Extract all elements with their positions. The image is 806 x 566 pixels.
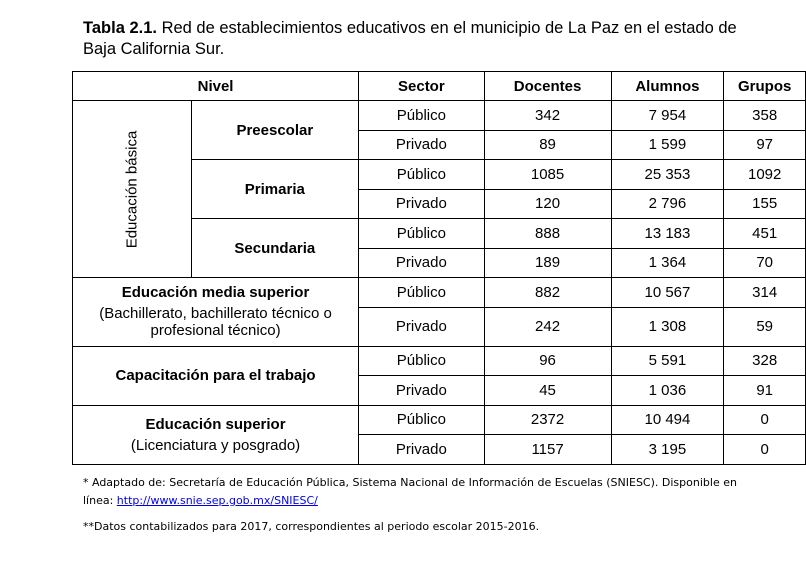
cell-grupos: 155: [724, 189, 806, 219]
table-row: [73, 278, 806, 308]
header-grupos: Grupos: [724, 72, 806, 101]
cell-sector: Privado: [359, 307, 485, 346]
level-secundaria: Secundaria: [191, 219, 359, 278]
header-docentes: Docentes: [484, 72, 611, 101]
cell-docentes: 342: [484, 101, 611, 131]
source-link[interactable]: http://www.snie.sep.gob.mx/SNIESC/: [116, 494, 318, 507]
cell-sector: Público: [359, 278, 485, 308]
cell-sector: Privado: [359, 376, 485, 406]
cell-alumnos: 3 195: [611, 435, 724, 465]
cell-sector: Privado: [359, 435, 485, 465]
source-note-text: * Adaptado de: Secretaría de Educación Pública, Sistema Nacional de Información de Escuelas (SNIESC). Disponible en línea:: [83, 476, 737, 507]
cell-docentes: 2372: [484, 405, 611, 435]
group-basica-label: Educación básica: [123, 130, 141, 248]
cell-alumnos: 1 036: [611, 376, 724, 406]
cell-alumnos: 13 183: [611, 219, 724, 249]
level-primaria: Primaria: [191, 160, 359, 219]
header-sector: Sector: [359, 72, 485, 101]
level-preescolar: Preescolar: [191, 101, 359, 160]
data-table: [72, 71, 806, 465]
level-media-superior: [73, 278, 359, 347]
cell-docentes: 96: [484, 346, 611, 376]
table-row: [73, 405, 806, 435]
cell-sector: Público: [359, 405, 485, 435]
table-row: [73, 346, 806, 376]
level-superior: [73, 405, 359, 464]
level-superior-label: Educación superior: [145, 415, 286, 433]
group-basica: [73, 101, 192, 278]
header-nivel: Nivel: [73, 72, 359, 101]
cell-alumnos: 1 364: [611, 248, 724, 278]
level-superior-sub: (Licenciatura y posgrado): [130, 436, 301, 454]
cell-alumnos: 25 353: [611, 160, 724, 190]
cell-docentes: 45: [484, 376, 611, 406]
level-capacitacion: Capacitación para el trabajo: [73, 346, 359, 405]
cell-sector: Público: [359, 346, 485, 376]
cell-docentes: 1157: [484, 435, 611, 465]
cell-alumnos: 2 796: [611, 189, 724, 219]
cell-sector: Privado: [359, 189, 485, 219]
cell-sector: Privado: [359, 248, 485, 278]
caption-text: Red de establecimientos educativos en el municipio de La Paz en el estado de Baja California Sur.: [83, 19, 737, 58]
cell-grupos: 0: [724, 405, 806, 435]
level-media-sub: (Bachillerato, bachillerato técnico o profesional técnico): [99, 305, 332, 340]
header-alumnos: Alumnos: [611, 72, 724, 101]
caption-label: Tabla 2.1.: [83, 19, 157, 37]
table-row: [73, 101, 806, 131]
cell-grupos: 70: [724, 248, 806, 278]
level-media-label: Educación media superior: [121, 284, 310, 302]
cell-grupos: 1092: [724, 160, 806, 190]
data-note: **Datos contabilizados para 2017, correspondientes al periodo escolar 2015-2016.: [83, 520, 540, 533]
cell-sector: Privado: [359, 130, 485, 160]
cell-docentes: 120: [484, 189, 611, 219]
header-row: [73, 72, 806, 101]
cell-grupos: 59: [724, 307, 806, 346]
cell-sector: Público: [359, 160, 485, 190]
cell-alumnos: 5 591: [611, 346, 724, 376]
cell-docentes: 882: [484, 278, 611, 308]
cell-docentes: 242: [484, 307, 611, 346]
cell-grupos: 97: [724, 130, 806, 160]
cell-docentes: 189: [484, 248, 611, 278]
cell-docentes: 1085: [484, 160, 611, 190]
cell-docentes: 888: [484, 219, 611, 249]
cell-docentes: 89: [484, 130, 611, 160]
cell-grupos: 91: [724, 376, 806, 406]
cell-grupos: 451: [724, 219, 806, 249]
cell-sector: Público: [359, 219, 485, 249]
cell-grupos: 328: [724, 346, 806, 376]
cell-grupos: 314: [724, 278, 806, 308]
table-caption: [83, 18, 763, 60]
cell-alumnos: 10 494: [611, 405, 724, 435]
cell-alumnos: 7 954: [611, 101, 724, 131]
cell-grupos: 358: [724, 101, 806, 131]
cell-grupos: 0: [724, 435, 806, 465]
cell-alumnos: 1 599: [611, 130, 724, 160]
cell-alumnos: 10 567: [611, 278, 724, 308]
source-note: [83, 474, 743, 510]
cell-sector: Público: [359, 101, 485, 131]
cell-alumnos: 1 308: [611, 307, 724, 346]
